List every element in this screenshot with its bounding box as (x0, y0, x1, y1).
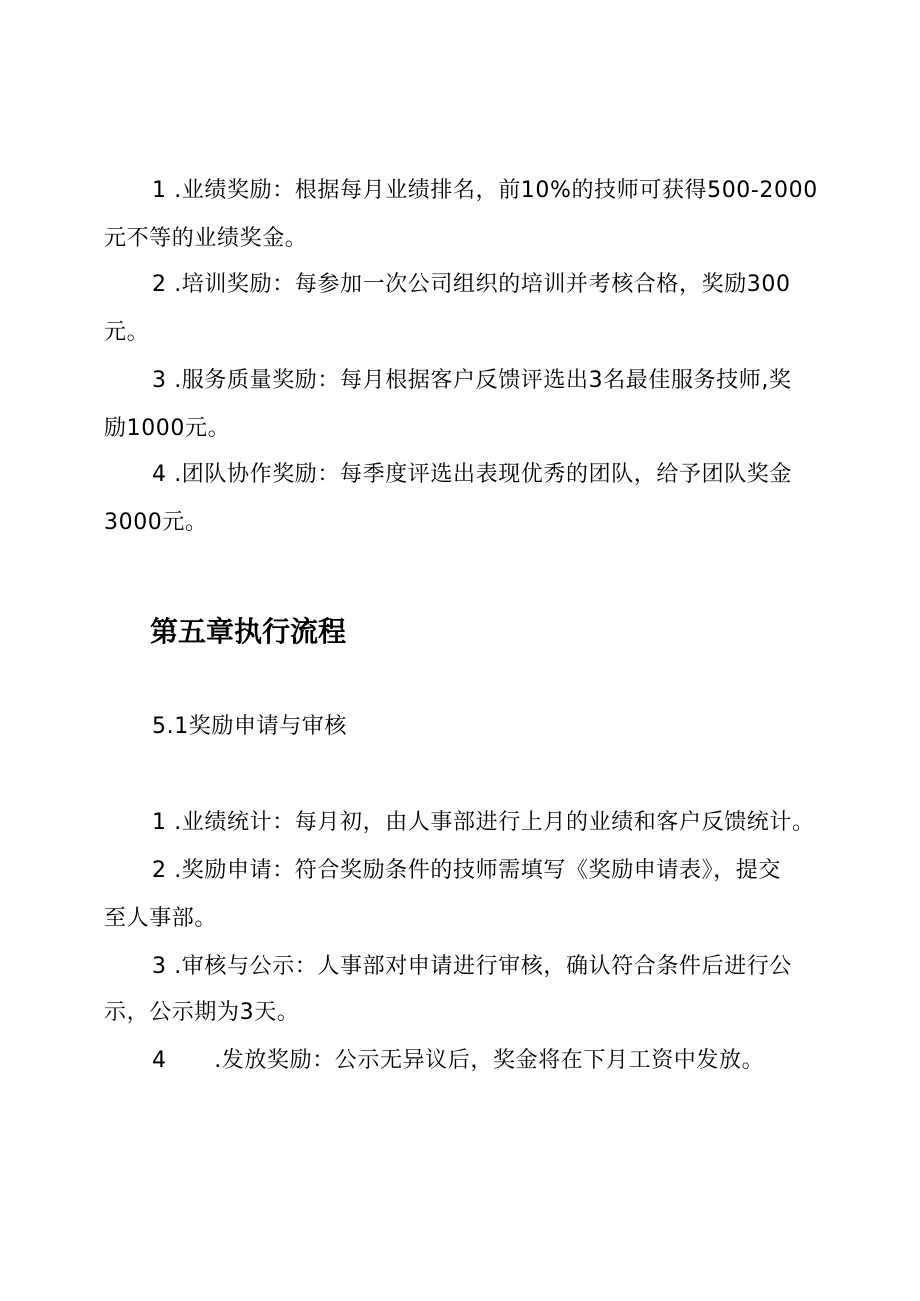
award-item-1-line2: 元不等的业绩奖金。 (104, 226, 308, 251)
process-item-2-line2: 至人事部。 (104, 906, 218, 931)
award-item-2-text: .培训奖励：每参加一次公司组织的培训并考核合格，奖励300 (174, 272, 791, 297)
award-item-4-text: .团队协作奖励：每季度评选出表现优秀的团队，给予团队奖金 (174, 462, 792, 487)
award-item-1-line1 (152, 176, 818, 206)
process-item-3-text: .审核与公示：人事部对申请进行审核，确认符合条件后进行公 (174, 954, 792, 979)
process-item-3-line1 (152, 952, 792, 982)
process-item-4-line1 (152, 1046, 764, 1076)
process-item-4-number: 4 (152, 1048, 167, 1073)
process-item-2-line1 (152, 856, 781, 886)
award-item-3-line2: 励1000元。 (104, 416, 231, 441)
process-item-2-number: 2 (152, 858, 167, 883)
award-item-3-text: .服务质量奖励：每月根据客户反馈评选出3名最佳服务技师,奖 (174, 368, 792, 393)
award-item-1-text: .业绩奖励：根据每月业绩排名，前10%的技师可获得500-2000 (174, 178, 818, 203)
process-item-1-number: 1 (152, 810, 167, 835)
chapter-title: 第五章执行流程 (150, 615, 347, 648)
award-item-3-line1 (152, 366, 792, 396)
process-item-4-text: .发放奖励：公示无异议后，奖金将在下月工资中发放。 (214, 1048, 765, 1073)
award-item-4-number: 4 (152, 462, 167, 487)
award-item-2-number: 2 (152, 272, 167, 297)
award-item-4-line1 (152, 460, 792, 490)
subsection-title: 5.1奖励申请与审核 (152, 714, 347, 739)
award-item-3-number: 3 (152, 368, 167, 393)
process-item-1-text: .业绩统计：每月初，由人事部进行上月的业绩和客户反馈统计。 (174, 810, 815, 835)
process-item-1-line1 (152, 808, 815, 838)
process-item-3-line2: 示，公示期为3天。 (104, 1000, 300, 1025)
award-item-2-line2: 元。 (104, 320, 150, 345)
award-item-1-number: 1 (152, 178, 167, 203)
award-item-4-line2: 3000元。 (104, 510, 208, 535)
process-item-2-text: .奖励申请：符合奖励条件的技师需填写《奖励申请表》，提交 (174, 858, 781, 883)
process-item-3-number: 3 (152, 954, 167, 979)
award-item-2-line1 (152, 270, 791, 300)
